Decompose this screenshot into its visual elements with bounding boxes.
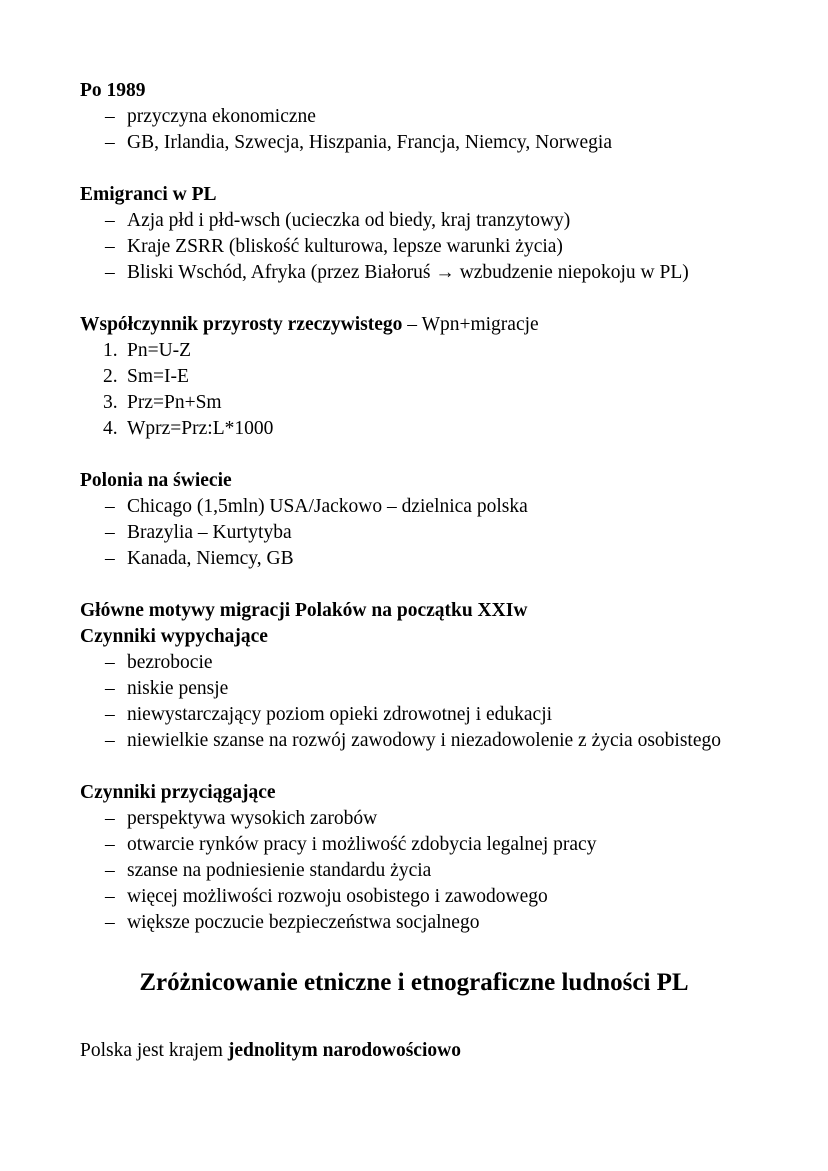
dash-marker: – [105, 522, 115, 543]
section-emigranci-w-pl [80, 182, 748, 286]
list-item-text: Kraje ZSRR (bliskość kulturowa, lepsze warunki życia) [127, 236, 563, 257]
list-item [80, 910, 748, 936]
list-item-text: większe poczucie bezpieczeństwa socjalnego [127, 912, 480, 933]
number-marker: 4. [103, 418, 118, 439]
list-item-text: Wprz=Prz:L*1000 [127, 418, 274, 439]
number-marker: 2. [103, 366, 118, 387]
list-item-text: szanse na podniesienie standardu życia [127, 860, 432, 881]
list-item [80, 494, 748, 520]
dash-marker: – [105, 652, 115, 673]
dash-marker: – [105, 236, 115, 257]
list-item [80, 260, 748, 286]
heading-suffix: – Wpn+migracje [402, 314, 539, 335]
list-item-text: Azja płd i płd-wsch (ucieczka od biedy, kraj tranzytowy) [127, 210, 571, 231]
list-item-text: więcej możliwości rozwoju osobistego i zawodowego [127, 886, 548, 907]
section-heading [80, 312, 748, 338]
section-heading [80, 468, 748, 494]
dash-marker: – [105, 678, 115, 699]
dash-marker: – [105, 262, 115, 283]
title-spacer-top [80, 936, 748, 966]
heading-text: Po 1989 [80, 80, 146, 101]
list-item [80, 546, 748, 572]
section-polonia-na-swiecie [80, 468, 748, 572]
dash-list [80, 806, 748, 936]
section-spacer [80, 442, 748, 468]
list-item [80, 208, 748, 234]
dash-marker: – [105, 730, 115, 751]
section-czynniki-wypychajace [80, 598, 748, 754]
section-czynniki-przyciagajace [80, 780, 748, 936]
closing-bold-text: jednolitym narodowościowo [227, 1040, 461, 1061]
heading-text: Współczynnik przyrosty rzeczywistego [80, 314, 403, 335]
heading-text: Emigranci w PL [80, 184, 217, 205]
list-item [80, 728, 748, 754]
section-wspolczynnik [80, 312, 748, 442]
dash-list [80, 104, 748, 156]
section-spacer [80, 754, 748, 780]
page-title: Zróżnicowanie etniczne i etnograficzne ludności PL [139, 969, 689, 996]
list-item [80, 390, 748, 416]
list-item-text: Prz=Pn+Sm [127, 392, 222, 413]
heading-text: Czynniki przyciągające [80, 782, 276, 803]
list-item [80, 234, 748, 260]
list-item-text: niskie pensje [127, 678, 229, 699]
list-item-text: otwarcie rynków pracy i możliwość zdobycia legalnej pracy [127, 834, 597, 855]
section-heading [80, 780, 748, 806]
closing-paragraph [80, 1038, 748, 1064]
list-item [80, 338, 748, 364]
list-item-text: perspektywa wysokich zarobów [127, 808, 378, 829]
list-item-text: niewielkie szanse na rozwój zawodowy i niezadowolenie z życia osobistego [127, 730, 721, 751]
list-item-text: Brazylia – Kurtytyba [127, 522, 292, 543]
dash-marker: – [105, 704, 115, 725]
number-marker: 1. [103, 340, 118, 361]
dash-list [80, 494, 748, 572]
list-item-text: Sm=I-E [127, 366, 189, 387]
list-item-text: GB, Irlandia, Szwecja, Hiszpania, Francja, Niemcy, Norwegia [127, 132, 612, 153]
dash-marker: – [105, 912, 115, 933]
title-spacer-bottom [80, 1000, 748, 1038]
list-item-text: Kanada, Niemcy, GB [127, 548, 294, 569]
section-subheading [80, 624, 748, 650]
section-heading [80, 182, 748, 208]
list-item [80, 702, 748, 728]
list-item [80, 416, 748, 442]
dash-marker: – [105, 860, 115, 881]
dash-marker: – [105, 132, 115, 153]
list-item [80, 858, 748, 884]
dash-list [80, 208, 748, 286]
dash-marker: – [105, 496, 115, 517]
section-spacer [80, 286, 748, 312]
section-heading [80, 78, 748, 104]
list-item-text: Bliski Wschód, Afryka (przez Białoruś → wzbudzenie niepokoju w PL) [127, 262, 689, 283]
dash-marker: – [105, 834, 115, 855]
dash-marker: – [105, 886, 115, 907]
dash-marker: – [105, 548, 115, 569]
dash-marker: – [105, 808, 115, 829]
dash-marker: – [105, 106, 115, 127]
list-item [80, 130, 748, 156]
subheading-text: Czynniki wypychające [80, 626, 268, 647]
number-marker: 3. [103, 392, 118, 413]
list-item-text: przyczyna ekonomiczne [127, 106, 316, 127]
list-item [80, 520, 748, 546]
dash-list [80, 650, 748, 754]
list-item [80, 676, 748, 702]
section-po-1989 [80, 78, 748, 156]
section-spacer [80, 156, 748, 182]
heading-text: Polonia na świecie [80, 470, 232, 491]
section-heading [80, 598, 748, 624]
section-spacer [80, 572, 748, 598]
numbered-list [80, 338, 748, 442]
heading-text: Główne motywy migracji Polaków na początku XXIw [80, 600, 528, 621]
list-item-text: Pn=U-Z [127, 340, 192, 361]
list-item [80, 650, 748, 676]
list-item [80, 364, 748, 390]
list-item [80, 104, 748, 130]
list-item [80, 884, 748, 910]
list-item-text: niewystarczający poziom opieki zdrowotnej i edukacji [127, 704, 553, 725]
list-item [80, 806, 748, 832]
list-item-text: bezrobocie [127, 652, 213, 673]
list-item [80, 832, 748, 858]
dash-marker: – [105, 210, 115, 231]
closing-regular-text: Polska jest krajem [80, 1040, 228, 1061]
list-item-text: Chicago (1,5mln) USA/Jackowo – dzielnica polska [127, 496, 528, 517]
